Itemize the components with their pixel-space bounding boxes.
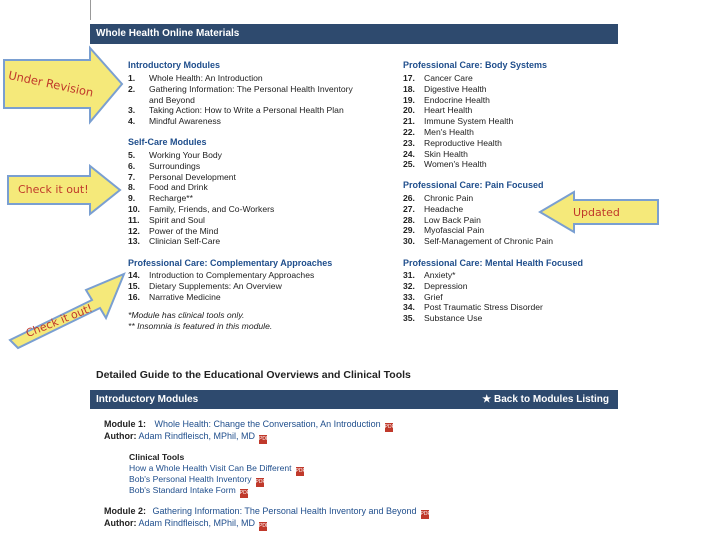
module-number: 24.	[403, 148, 415, 159]
module-title[interactable]: Surroundings	[149, 160, 201, 171]
module-number: 28.	[403, 214, 415, 225]
module-number: 10.	[128, 204, 140, 214]
module-title[interactable]: Whole Health: An Introduction	[149, 73, 263, 83]
module-number: 2.	[128, 83, 136, 94]
module-title[interactable]: Recharge**	[149, 193, 193, 204]
module-title[interactable]: Men's Health	[424, 127, 474, 137]
module-number: 1.	[128, 73, 136, 83]
module-title[interactable]: Gathering Information: The Personal Health Inventory	[149, 83, 353, 94]
module1-label: Module 1:	[104, 419, 146, 429]
module-number: 20.	[403, 105, 415, 116]
pdf-icon[interactable]: PDF	[420, 511, 431, 517]
module-title[interactable]: Heart Health	[424, 105, 473, 116]
module-number: 17.	[403, 73, 415, 83]
pain-section-title: Professional Care: Pain Focused	[403, 180, 544, 190]
module-number: 6.	[128, 160, 136, 171]
module-title[interactable]: Personal Development	[149, 171, 236, 182]
module-number: 32.	[403, 280, 415, 291]
pdf-icon[interactable]: PDF	[259, 436, 270, 442]
module-title[interactable]: Narrative Medicine	[149, 291, 221, 302]
author-label: Author:	[104, 518, 137, 528]
module-title[interactable]: Mindful Awareness	[149, 116, 221, 127]
module-number: 7.	[128, 171, 136, 182]
module-number: 19.	[403, 94, 415, 105]
module-title[interactable]: Grief	[424, 291, 443, 302]
module-title[interactable]: Digestive Health	[424, 83, 487, 94]
under-revision-label: Under Revision	[7, 68, 95, 100]
module-title[interactable]: Skin Health	[424, 148, 468, 159]
module-title[interactable]: Power of the Mind	[149, 225, 219, 236]
module-number: 27.	[403, 203, 415, 214]
module-number: 31.	[403, 270, 415, 280]
module-title[interactable]: Reproductive Health	[424, 137, 502, 148]
tool-link[interactable]: Bob's Standard Intake Form	[129, 485, 236, 495]
module-title[interactable]: Chronic Pain	[424, 193, 474, 203]
module-number: 18.	[403, 83, 415, 94]
module-title[interactable]: Low Back Pain	[424, 214, 481, 225]
module-title[interactable]: Family, Friends, and Co-Workers	[149, 204, 275, 214]
check-it-out-label-rotated: Check it out!	[24, 301, 95, 341]
module2-label: Module 2:	[104, 506, 146, 516]
mental-section-title: Professional Care: Mental Health Focused	[403, 258, 584, 268]
module-title[interactable]: Clinician Self-Care	[149, 236, 221, 247]
pdf-icon[interactable]: PDF	[255, 479, 266, 485]
author-label: Author:	[104, 431, 137, 441]
author1-link[interactable]: Adam Rindfleisch, MPhil, MD	[138, 431, 256, 441]
guide-title: Detailed Guide to the Educational Overviews and Clinical Tools	[96, 369, 411, 381]
module-number: 34.	[403, 302, 415, 313]
module-title[interactable]: and Beyond	[149, 94, 195, 105]
module-number: 12.	[128, 225, 140, 236]
module-title[interactable]: Dietary Supplements: An Overview	[149, 280, 282, 291]
module-number: 23.	[403, 137, 415, 148]
materials-title: Whole Health Online Materials	[96, 28, 240, 39]
back-to-modules-link[interactable]: ★ Back to Modules Listing	[482, 394, 609, 405]
author2-link[interactable]: Adam Rindfleisch, MPhil, MD	[138, 518, 256, 528]
module-number: 35.	[403, 313, 415, 324]
module-number: 5.	[128, 150, 136, 160]
module-number: 8.	[128, 182, 136, 193]
module-title[interactable]: Introduction to Complementary Approaches	[149, 270, 315, 280]
module-number: 4.	[128, 116, 136, 127]
module-title[interactable]: Food and Drink	[149, 182, 208, 193]
module-number: 30.	[403, 236, 415, 247]
module-number: 33.	[403, 291, 415, 302]
intro-section-title: Introductory Modules	[128, 60, 220, 70]
module-title[interactable]: Cancer Care	[424, 73, 473, 83]
module-title[interactable]: Post Traumatic Stress Disorder	[424, 302, 543, 313]
complementary-section-title: Professional Care: Complementary Approaches	[128, 258, 333, 268]
tool-link[interactable]: How a Whole Health Visit Can Be Different	[129, 463, 292, 473]
module-title[interactable]: Substance Use	[424, 313, 483, 324]
guide-bar-title: Introductory Modules	[96, 394, 199, 405]
module-title[interactable]: Endocrine Health	[424, 94, 490, 105]
module-title[interactable]: Headache	[424, 203, 464, 214]
module-title[interactable]: Immune System Health	[424, 116, 514, 127]
module-title[interactable]: Anxiety*	[424, 270, 456, 280]
module2-link[interactable]: Gathering Information: The Personal Health Inventory and Beyond	[152, 506, 417, 516]
module1-link[interactable]: Whole Health: Change the Conversation, An Introduction	[154, 419, 381, 429]
module-title[interactable]: Taking Action: How to Write a Personal Health Plan	[149, 105, 344, 116]
module-title[interactable]: Spirit and Soul	[149, 214, 205, 225]
selfcare-section-title: Self-Care Modules	[128, 137, 207, 147]
module-number: 26.	[403, 193, 415, 203]
module-number: 13.	[128, 236, 140, 247]
module-title[interactable]: Self-Management of Chronic Pain	[424, 236, 553, 247]
module-number: 21.	[403, 116, 415, 127]
module-title[interactable]: Depression	[424, 280, 468, 291]
pdf-icon[interactable]: PDF	[295, 468, 306, 474]
pdf-icon[interactable]: PDF	[384, 424, 395, 430]
module-number: 25.	[403, 159, 415, 170]
module-title[interactable]: Myofascial Pain	[424, 225, 485, 236]
module-number: 11.	[128, 214, 140, 225]
module-number: 9.	[128, 193, 136, 204]
module-number: 15.	[128, 280, 140, 291]
note-clinical-tools: *Module has clinical tools only.	[128, 310, 245, 320]
pdf-icon[interactable]: PDF	[239, 490, 250, 496]
module-title[interactable]: Women's Health	[424, 159, 487, 170]
tool-link[interactable]: Bob's Personal Health Inventory	[129, 474, 252, 484]
pdf-icon[interactable]: PDF	[259, 523, 270, 529]
systems-section-title: Professional Care: Body Systems	[403, 60, 548, 70]
check-it-out-label: Check it out!	[18, 183, 89, 196]
updated-label: Updated	[573, 206, 620, 219]
module-number: 29.	[403, 225, 415, 236]
module-number: 22.	[403, 127, 415, 137]
module-title[interactable]: Working Your Body	[149, 150, 222, 160]
note-insomnia: ** Insomnia is featured in this module.	[128, 321, 273, 331]
module-number: 14.	[128, 270, 140, 280]
module-number: 3.	[128, 105, 136, 116]
module-number: 16.	[128, 291, 140, 302]
clinical-tools-title: Clinical Tools	[129, 452, 185, 462]
